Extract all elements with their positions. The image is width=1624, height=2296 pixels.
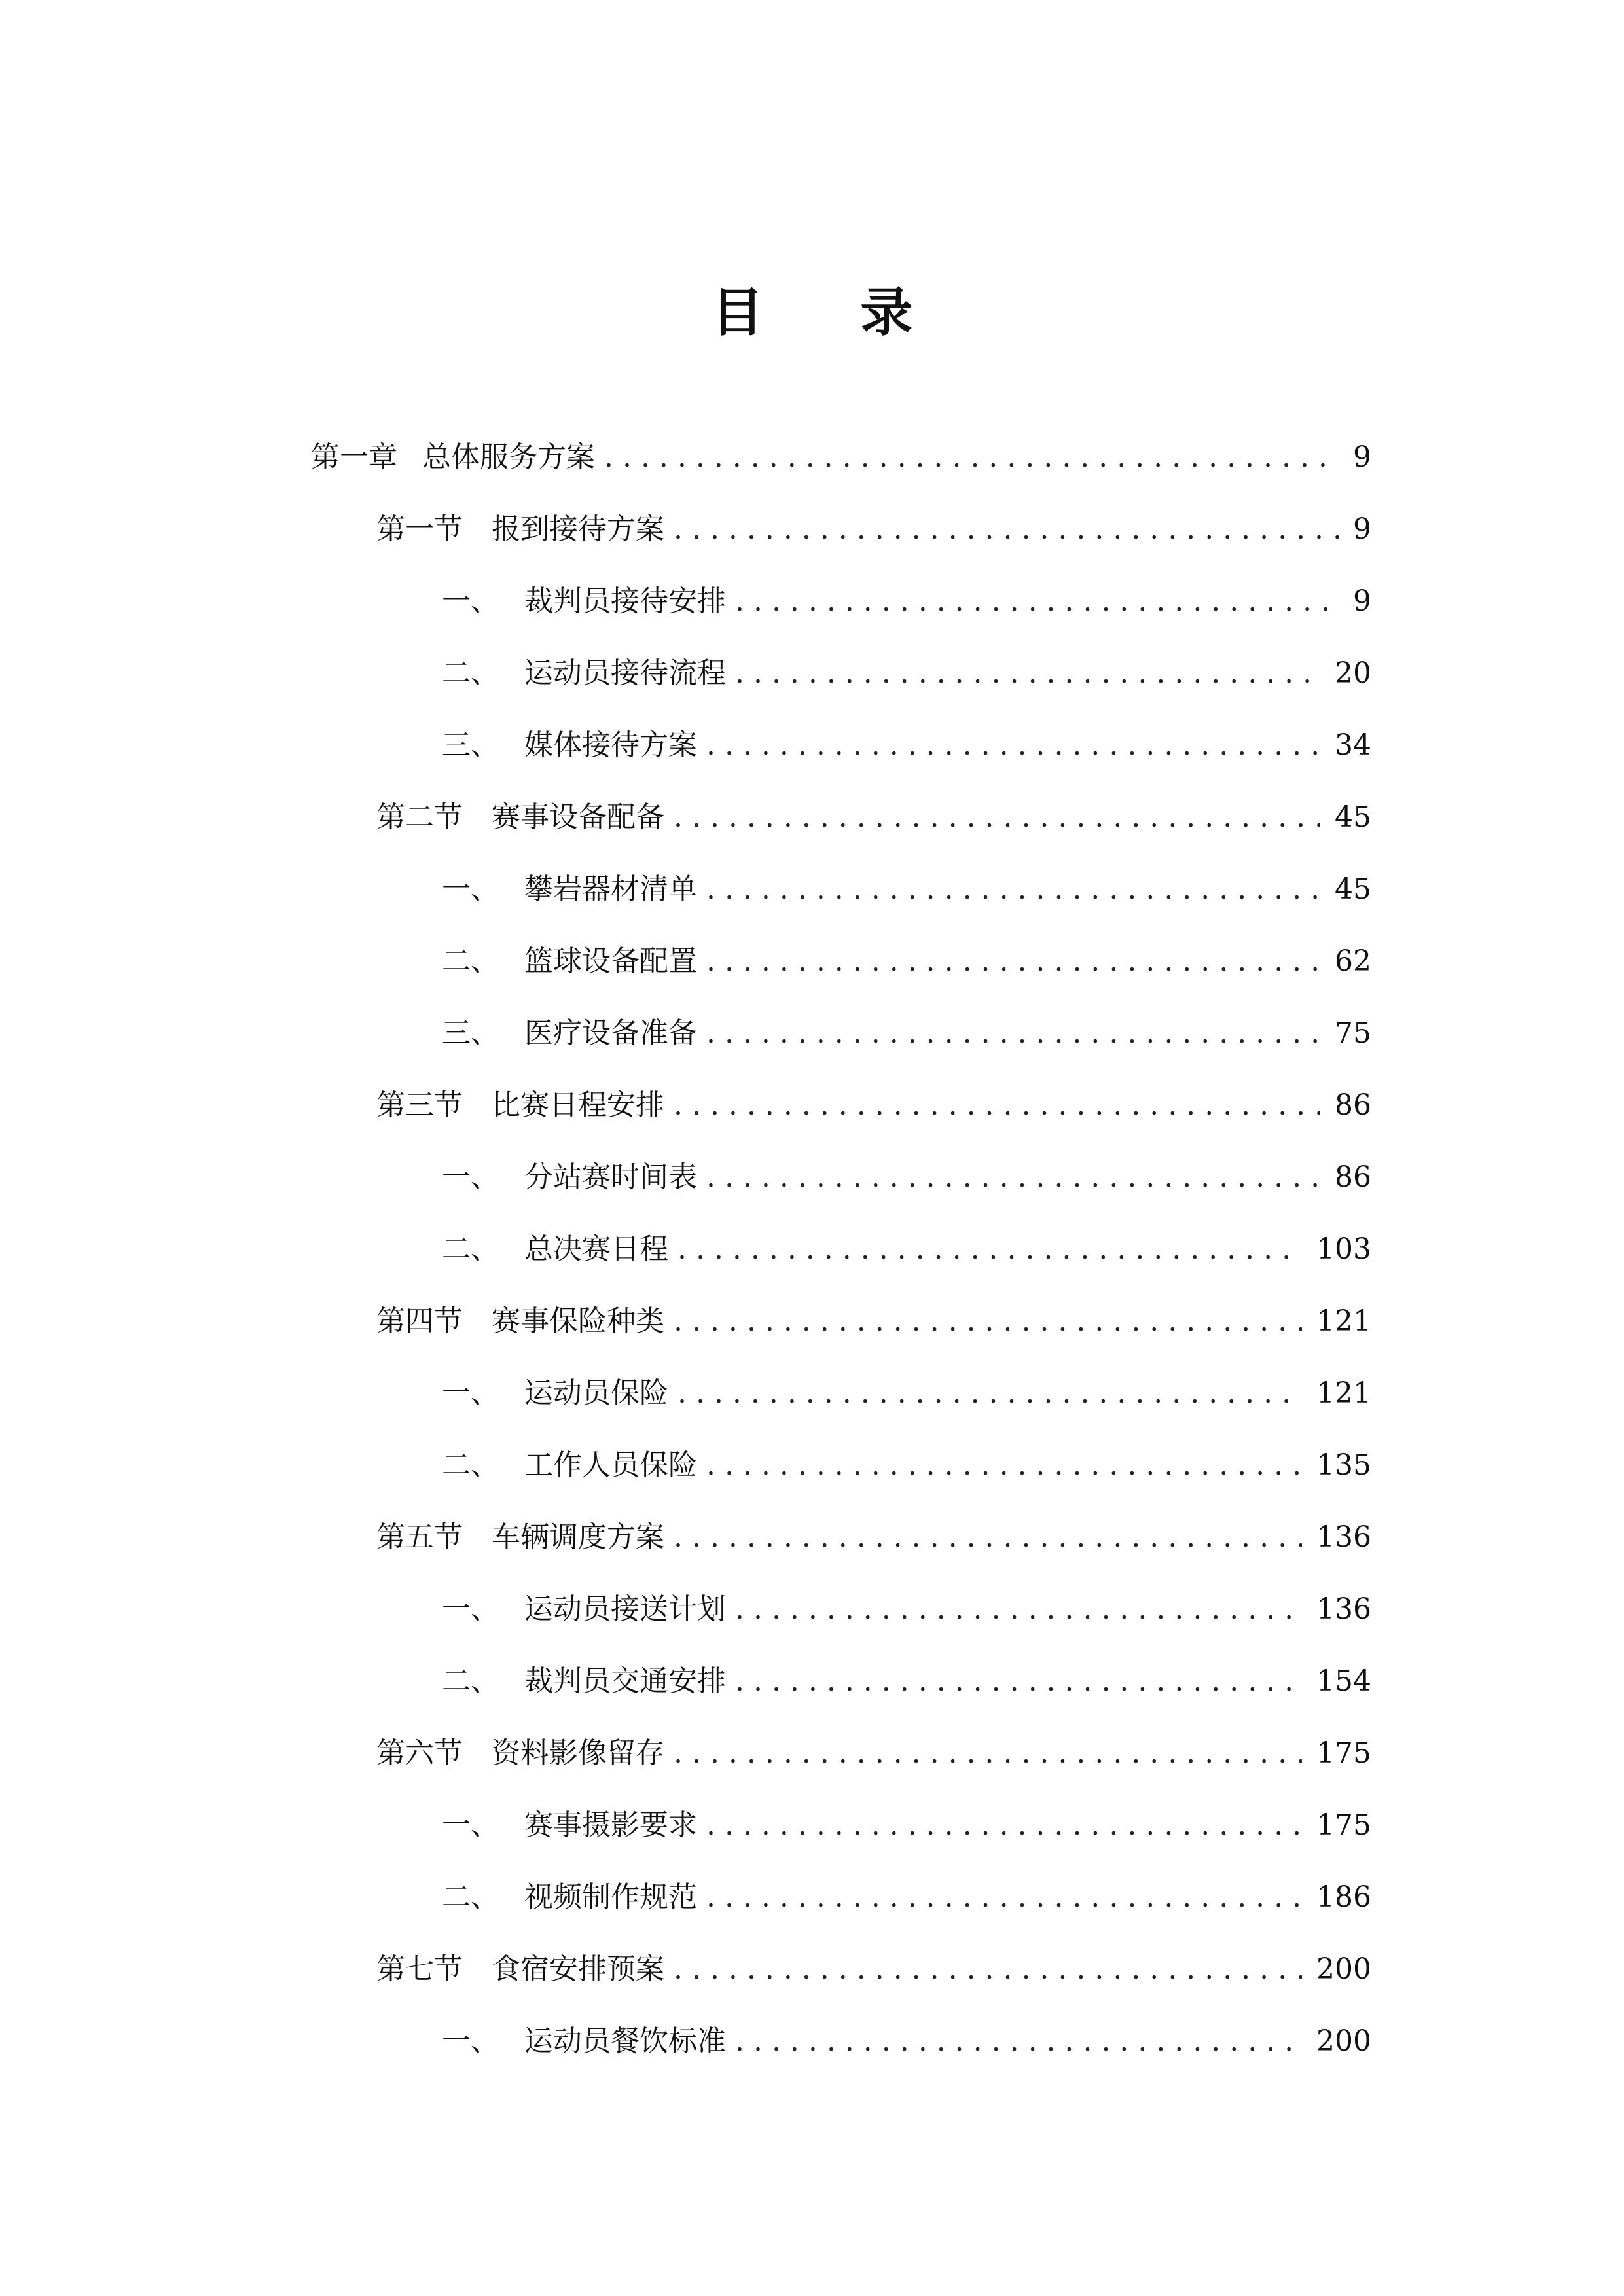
toc-entry[interactable] — [442, 929, 1371, 982]
toc-entry[interactable] — [442, 641, 1371, 694]
toc-entry-page: 9 — [1353, 512, 1371, 547]
toc-entry[interactable] — [376, 1505, 1371, 1558]
toc-leader-dots — [674, 1301, 1302, 1342]
toc-entry-page: 20 — [1335, 656, 1371, 691]
toc-leader-dots — [706, 1013, 1320, 1054]
toc-entry-number: 一、 — [442, 1376, 499, 1410]
toc-leader-dots — [735, 581, 1339, 622]
toc-entry[interactable] — [442, 1577, 1371, 1630]
toc-entry-page: 86 — [1335, 1088, 1371, 1122]
toc-leader-dots — [706, 941, 1320, 982]
toc-entry-page: 175 — [1316, 1736, 1371, 1770]
toc-leader-dots — [706, 1805, 1302, 1846]
toc-leader-dots — [674, 1517, 1302, 1558]
toc-entry-title: 总决赛日程 — [524, 1232, 668, 1266]
toc-leader-dots — [706, 725, 1320, 766]
toc-entry-title: 医疗设备准备 — [524, 1016, 697, 1050]
toc-leader-dots — [735, 2021, 1302, 2062]
toc-entry[interactable] — [442, 1433, 1371, 1486]
toc-entry-number: 二、 — [442, 1232, 499, 1266]
toc-entry-title: 比赛日程安排 — [492, 1088, 664, 1122]
toc-leader-dots — [674, 797, 1320, 838]
toc-entry-number: 第五节 — [376, 1520, 463, 1554]
toc-entry-title: 裁判员接待安排 — [524, 584, 726, 619]
toc-entry-title: 报到接待方案 — [492, 512, 664, 547]
toc-entry[interactable] — [376, 1721, 1371, 1774]
toc-entry-title: 赛事设备配备 — [492, 800, 664, 834]
toc-entry-title: 总体服务方案 — [422, 440, 595, 475]
toc-leader-dots — [674, 1733, 1302, 1774]
toc-leader-dots — [735, 653, 1320, 694]
toc-entry-page: 121 — [1316, 1304, 1371, 1338]
toc-entry-number: 一、 — [442, 2024, 499, 2058]
toc-entry-title: 车辆调度方案 — [492, 1520, 664, 1554]
toc-entry[interactable] — [442, 569, 1371, 622]
toc-entry[interactable] — [442, 1217, 1371, 1270]
toc-entry-page: 200 — [1316, 1952, 1371, 1986]
toc-entry-title: 工作人员保险 — [524, 1448, 697, 1482]
toc-entry-page: 200 — [1316, 2024, 1371, 2058]
toc-entry-page: 103 — [1316, 1232, 1371, 1266]
toc-entry-number: 一、 — [442, 584, 499, 619]
toc-entry-number: 二、 — [442, 1664, 499, 1698]
toc-entry[interactable] — [442, 1145, 1371, 1198]
toc-entry-number: 第三节 — [376, 1088, 463, 1122]
toc-entry-page: 9 — [1353, 440, 1371, 475]
toc-entry-page: 186 — [1316, 1880, 1371, 1914]
toc-entry[interactable] — [442, 1649, 1371, 1702]
toc-entry[interactable] — [442, 857, 1371, 910]
toc-entry[interactable] — [442, 1361, 1371, 1414]
toc-entry-number: 一、 — [442, 1808, 499, 1842]
toc-entry-title: 裁判员交通安排 — [524, 1664, 726, 1698]
toc-entry-title: 赛事保险种类 — [492, 1304, 664, 1338]
toc-entry[interactable] — [376, 785, 1371, 838]
toc-entry[interactable] — [442, 1865, 1371, 1918]
toc-entry-number: 一、 — [442, 1160, 499, 1194]
toc-leader-dots — [706, 1157, 1320, 1198]
toc-leader-dots — [706, 869, 1320, 910]
toc-entry-number: 二、 — [442, 1448, 499, 1482]
toc-entry-number: 三、 — [442, 728, 499, 762]
toc-leader-dots — [677, 1373, 1302, 1414]
toc-entry-page: 121 — [1316, 1376, 1371, 1410]
toc-leader-dots — [706, 1877, 1302, 1918]
toc-entry-number: 二、 — [442, 656, 499, 691]
toc-entry[interactable] — [376, 1937, 1371, 1990]
toc-entry-number: 第七节 — [376, 1952, 463, 1986]
toc-entry[interactable] — [442, 1793, 1371, 1846]
toc-entry-title: 分站赛时间表 — [524, 1160, 697, 1194]
toc-entry[interactable] — [311, 425, 1371, 478]
toc-entry-page: 75 — [1335, 1016, 1371, 1050]
toc-entry-number: 一、 — [442, 872, 499, 906]
toc-leader-dots — [735, 1589, 1302, 1630]
toc-entry-title: 媒体接待方案 — [524, 728, 697, 762]
toc-entry-title: 攀岩器材清单 — [524, 872, 697, 906]
toc-entry-page: 154 — [1316, 1664, 1371, 1698]
toc-entry-title: 运动员保险 — [524, 1376, 668, 1410]
toc-entry-page: 136 — [1316, 1592, 1371, 1626]
toc-entry-page: 34 — [1335, 728, 1371, 762]
toc-entry-title: 资料影像留存 — [492, 1736, 664, 1770]
toc-entry[interactable] — [442, 1001, 1371, 1054]
toc-entry-number: 第一节 — [376, 512, 463, 547]
toc-entry-title: 篮球设备配置 — [524, 944, 697, 978]
toc-entry[interactable] — [376, 497, 1371, 550]
toc-entry-number: 第六节 — [376, 1736, 463, 1770]
toc-entry-page: 45 — [1335, 872, 1371, 906]
toc-entry-page: 9 — [1353, 584, 1371, 619]
toc-entry-page: 135 — [1316, 1448, 1371, 1482]
toc-entry-title: 运动员接送计划 — [524, 1592, 726, 1626]
page-title: 目 录 — [711, 282, 952, 343]
toc-entry-title: 运动员餐饮标准 — [524, 2024, 726, 2058]
toc-leader-dots — [706, 1445, 1302, 1486]
toc-entry-page: 45 — [1335, 800, 1371, 834]
toc-entry-number: 第四节 — [376, 1304, 463, 1338]
toc-entry-number: 二、 — [442, 944, 499, 978]
toc-entry[interactable] — [376, 1289, 1371, 1342]
toc-entry-number: 三、 — [442, 1016, 499, 1050]
toc-entry[interactable] — [442, 713, 1371, 766]
toc-leader-dots — [677, 1229, 1302, 1270]
toc-entry-title: 食宿安排预案 — [492, 1952, 664, 1986]
toc-entry[interactable] — [442, 2009, 1371, 2062]
toc-entry-title: 赛事摄影要求 — [524, 1808, 697, 1842]
toc-entry-page: 62 — [1335, 944, 1371, 978]
toc-entry-page: 136 — [1316, 1520, 1371, 1554]
toc-entry-number: 二、 — [442, 1880, 499, 1914]
toc-entry-page: 86 — [1335, 1160, 1371, 1194]
toc-leader-dots — [604, 437, 1339, 478]
toc-entry-title: 运动员接待流程 — [524, 656, 726, 691]
toc-leader-dots — [674, 509, 1339, 550]
toc-leader-dots — [735, 1661, 1302, 1702]
toc-leader-dots — [674, 1949, 1302, 1990]
toc-entry[interactable] — [376, 1073, 1371, 1126]
toc-entry-number: 第一章 — [311, 440, 397, 475]
toc-entry-page: 175 — [1316, 1808, 1371, 1842]
toc-leader-dots — [674, 1085, 1320, 1126]
toc-entry-number: 第二节 — [376, 800, 463, 834]
toc-entry-title: 视频制作规范 — [524, 1880, 697, 1914]
toc-entry-number: 一、 — [442, 1592, 499, 1626]
